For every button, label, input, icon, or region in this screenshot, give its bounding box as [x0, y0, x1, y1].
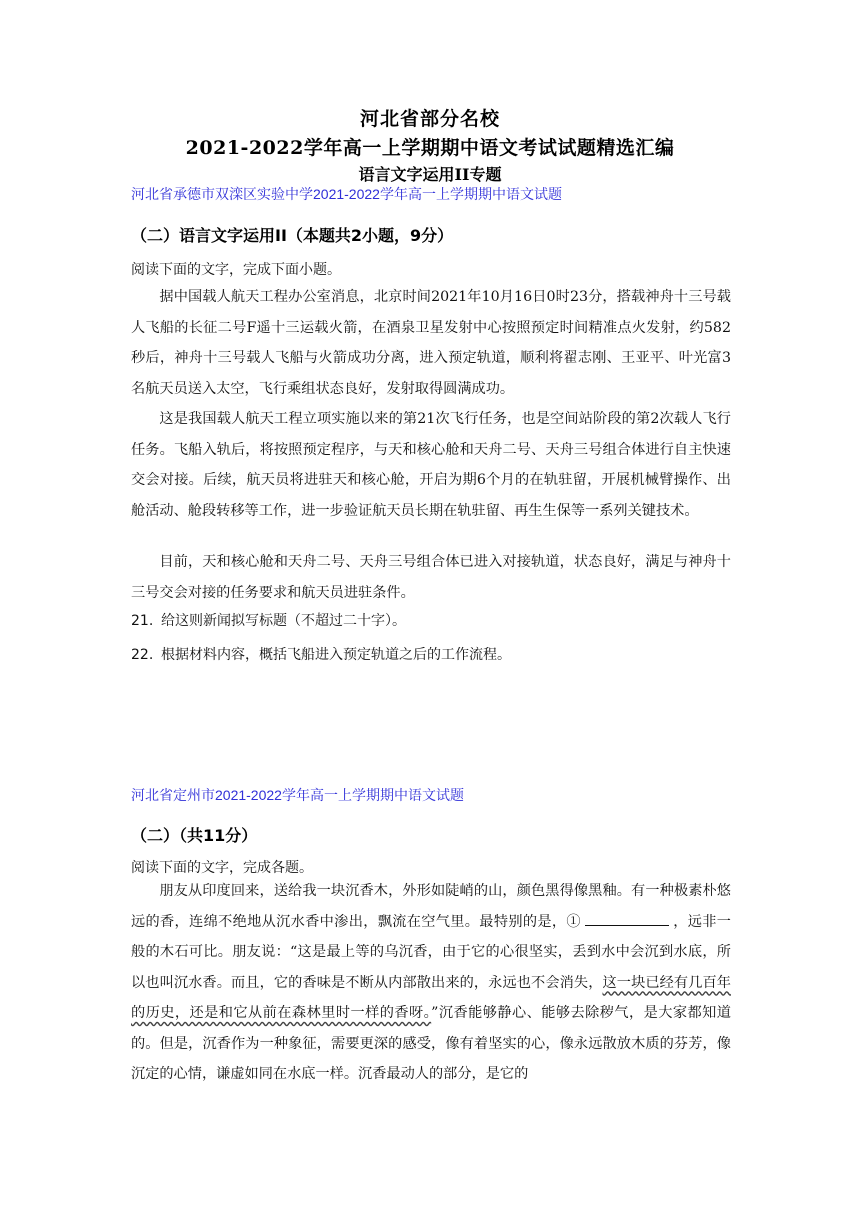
question-number: 22.: [131, 647, 154, 663]
underlined-sentence: 这一块已经有几百年的历史，还是和它从前在森林里时一样的香呀。: [131, 974, 731, 1021]
section-heading-part2: （二）（共11分）: [131, 826, 258, 845]
blank-marker: ①: [566, 913, 581, 930]
question-text: 根据材料内容，概括飞船进入预定轨道之后的工作流程。: [161, 647, 511, 663]
paragraph-text: ，远非一般的木石可比。朋友说：“这是最上等的乌沉香，由于它的心很坚实，丢到水中会沉到水底，所以也叫沉水香。而且，它的香味是不断从内部散出来的，永远也不会消失，: [131, 913, 731, 991]
paragraph: 据中国载人航天工程办公室消息，北京时间2021年10月16日0时23分，搭载神舟十三号载人飞船的长征二号F遥十三运载火箭，在酒泉卫星发射中心按照预定时间精准点火发射，约582秒后，神舟十三号载人飞船与火箭成功分离，进入预定轨道，顺利将翟志刚、王亚平、叶光富3名航天员送入太空，飞行乘组状态良好，发射取得圆满成功。: [131, 289, 731, 397]
fill-in-blank: [585, 911, 669, 926]
source-link-part2[interactable]: 河北省定州市2021-2022学年高一上学期期中语文试题: [131, 787, 464, 803]
document-title: 河北省部分名校: [359, 108, 500, 130]
document-subtitle: 2021-2022学年高一上学期期中语文考试试题精选汇编: [185, 137, 675, 159]
section-heading-part1: （二）语言文字运用II（本题共2小题，9分）: [131, 226, 454, 245]
paragraph: 这是我国载人航天工程立项实施以来的第21次飞行任务，也是空间站阶段的第2次载人飞行任务。飞船入轨后，将按照预定程序，与天和核心舱和天舟二号、天舟三号组合体进行自主快速交会对接。后续，航天员将进驻天和核心舱，开启为期6个月的在轨驻留，开展机械臂操作、出舱活动、舱段转移等工作，进一步验证航天员长期在轨驻留、再生生保等一系列关键技术。: [131, 411, 731, 519]
paragraph: [131, 876, 731, 1090]
paragraph-text: ”沉香能够静心、能够去除秽气，是大家都知道的。但是，沉香作为一种象征，需要更深的感受，像有着坚实的心，像永远散放木质的芬芳，像沉定的心情，谦虚如同在水底一样。沉香最动人的部分，是它的: [131, 1005, 731, 1082]
source-link-part1[interactable]: 河北省承德市双滦区实验中学2021-2022学年高一上学期期中语文试题: [131, 186, 562, 202]
question-item: [131, 644, 511, 664]
document-topic: 语言文字运用II专题: [358, 165, 502, 184]
instruction-part1: 阅读下面的文字，完成下面小题。: [131, 262, 341, 278]
instruction-part2: 阅读下面的文字，完成各题。: [131, 860, 313, 876]
paragraph: 目前，天和核心舱和天舟二号、天舟三号组合体已进入对接轨道，状态良好，满足与神舟十三号交会对接的任务要求和航天员进驻条件。: [131, 554, 731, 601]
question-item: [131, 610, 406, 630]
question-text: 给这则新闻拟写标题（不超过二十字）。: [161, 613, 406, 629]
question-number: 21.: [131, 613, 154, 629]
paragraph-text: 朋友从印度回来，送给我一块沉香木，外形如陡峭的山，颜色黑得像黑釉。有一种极素朴悠远的香，连绵不绝地从沉水香中渗出，飘流在空气里。最特别的是，: [131, 883, 731, 930]
